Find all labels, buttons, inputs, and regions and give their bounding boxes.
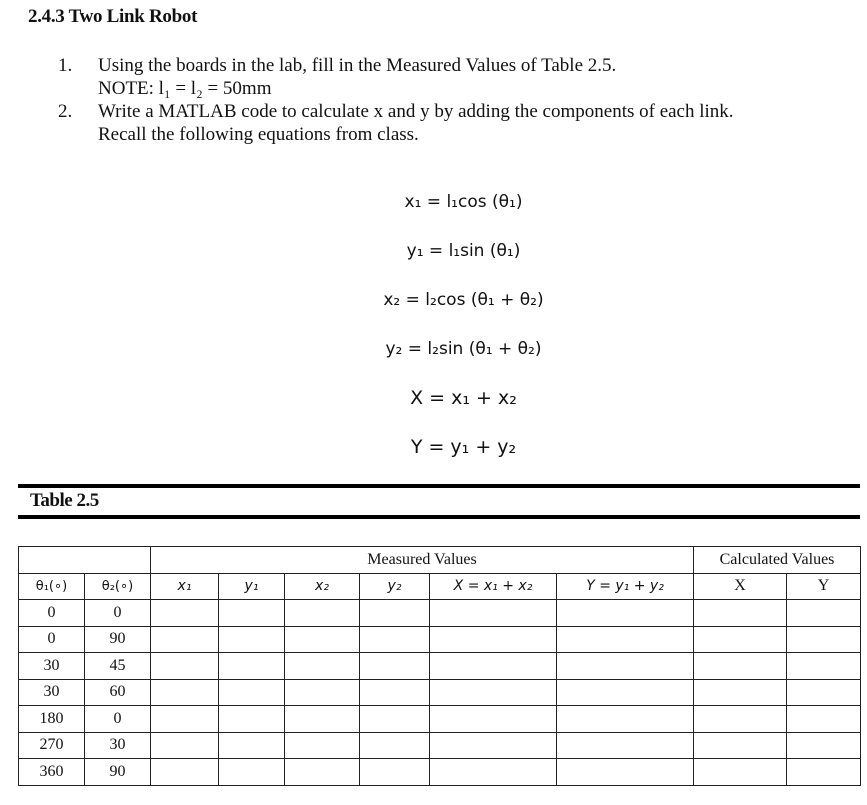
theta2-cell: 60 — [85, 679, 151, 706]
theta1-cell: 30 — [19, 653, 85, 680]
table-row — [19, 679, 861, 706]
column-header-theta2: θ₂(∘) — [85, 573, 151, 600]
empty-value-cell — [694, 759, 787, 786]
instruction-text: Write a MATLAB code to calculate x and y by adding the components of each link. — [98, 101, 734, 122]
empty-value-cell — [151, 679, 219, 706]
table-row — [19, 653, 861, 680]
empty-value-cell — [430, 626, 557, 653]
theta1-cell: 270 — [19, 732, 85, 759]
empty-value-cell — [557, 706, 694, 733]
table-caption: Table 2.5 — [30, 490, 99, 511]
empty-value-cell — [360, 706, 430, 733]
empty-value-cell — [557, 653, 694, 680]
empty-value-cell — [694, 626, 787, 653]
column-header-x2: x₂ — [285, 573, 360, 600]
equations-block — [0, 178, 867, 472]
empty-value-cell — [430, 706, 557, 733]
equation-x2: x₂ = l₂cos (θ₁ + θ₂) — [383, 290, 544, 310]
empty-value-cell — [219, 600, 285, 627]
empty-value-cell — [219, 706, 285, 733]
measured-values-header: Measured Values — [151, 547, 694, 574]
empty-header-cell — [19, 547, 151, 574]
empty-value-cell — [219, 626, 285, 653]
instruction-item — [58, 100, 734, 123]
equation-y1: y₁ = l₁sin (θ₁) — [406, 241, 521, 261]
table-row — [19, 600, 861, 627]
empty-value-cell — [219, 732, 285, 759]
empty-value-cell — [360, 759, 430, 786]
table-row — [19, 759, 861, 786]
empty-value-cell — [151, 600, 219, 627]
caption-top-rule — [18, 484, 860, 488]
instruction-note: NOTE: l₁ = l₂ = 50mm — [98, 78, 272, 99]
empty-value-cell — [557, 759, 694, 786]
empty-value-cell — [430, 759, 557, 786]
empty-value-cell — [285, 653, 360, 680]
column-header-X-sum: X = x₁ + x₂ — [430, 573, 557, 600]
empty-value-cell — [787, 759, 861, 786]
column-header-x1: x₁ — [151, 573, 219, 600]
empty-value-cell — [787, 653, 861, 680]
theta1-cell: 180 — [19, 706, 85, 733]
calculated-values-header: Calculated Values — [694, 547, 861, 574]
empty-value-cell — [557, 626, 694, 653]
theta1-cell: 0 — [19, 600, 85, 627]
empty-value-cell — [430, 600, 557, 627]
theta2-cell: 90 — [85, 626, 151, 653]
empty-value-cell — [787, 626, 861, 653]
table-row — [19, 706, 861, 733]
empty-value-cell — [787, 679, 861, 706]
table-row — [19, 732, 861, 759]
caption-bottom-rule — [18, 515, 860, 519]
theta1-cell: 360 — [19, 759, 85, 786]
empty-value-cell — [151, 759, 219, 786]
empty-value-cell — [219, 759, 285, 786]
theta2-cell: 90 — [85, 759, 151, 786]
table-group-header-row — [19, 547, 861, 574]
empty-value-cell — [430, 679, 557, 706]
column-header-Y-sum: Y = y₁ + y₂ — [557, 573, 694, 600]
empty-value-cell — [360, 653, 430, 680]
empty-value-cell — [151, 626, 219, 653]
empty-value-cell — [285, 732, 360, 759]
theta1-cell: 30 — [19, 679, 85, 706]
empty-value-cell — [285, 759, 360, 786]
equation-x1: x₁ = l₁cos (θ₁) — [404, 192, 523, 212]
empty-value-cell — [787, 600, 861, 627]
empty-value-cell — [151, 653, 219, 680]
instruction-item — [58, 54, 734, 77]
empty-value-cell — [285, 626, 360, 653]
empty-value-cell — [694, 732, 787, 759]
instruction-number: 2. — [58, 101, 73, 122]
column-header-y2: y₂ — [360, 573, 430, 600]
table-row — [19, 626, 861, 653]
equation-X: X = x₁ + x₂ — [410, 387, 517, 409]
instruction-continuation: Recall the following equations from class. — [98, 124, 419, 145]
empty-value-cell — [360, 626, 430, 653]
empty-value-cell — [787, 732, 861, 759]
equation-y2: y₂ = l₂sin (θ₁ + θ₂) — [385, 339, 542, 359]
instruction-text: Using the boards in the lab, fill in the Measured Values of Table 2.5. — [98, 55, 617, 76]
instructions-list — [58, 54, 734, 146]
column-header-theta1: θ₁(∘) — [19, 573, 85, 600]
empty-value-cell — [557, 600, 694, 627]
theta2-cell: 45 — [85, 653, 151, 680]
instruction-number: 1. — [58, 55, 73, 76]
empty-value-cell — [285, 600, 360, 627]
empty-value-cell — [557, 679, 694, 706]
section-heading: 2.4.3 Two Link Robot — [28, 6, 198, 27]
empty-value-cell — [360, 679, 430, 706]
empty-value-cell — [694, 706, 787, 733]
table-column-header-row — [19, 573, 861, 600]
empty-value-cell — [219, 653, 285, 680]
empty-value-cell — [360, 732, 430, 759]
equation-Y: Y = y₁ + y₂ — [410, 436, 517, 458]
table-body — [19, 600, 861, 786]
empty-value-cell — [694, 600, 787, 627]
empty-value-cell — [285, 706, 360, 733]
empty-value-cell — [787, 706, 861, 733]
empty-value-cell — [430, 653, 557, 680]
empty-value-cell — [151, 706, 219, 733]
column-header-X-calc: X — [694, 573, 787, 600]
column-header-Y-calc: Y — [787, 573, 861, 600]
theta2-cell: 0 — [85, 706, 151, 733]
empty-value-cell — [694, 679, 787, 706]
measurement-table — [18, 546, 861, 786]
theta2-cell: 30 — [85, 732, 151, 759]
empty-value-cell — [219, 679, 285, 706]
theta1-cell: 0 — [19, 626, 85, 653]
empty-value-cell — [360, 600, 430, 627]
empty-value-cell — [694, 653, 787, 680]
theta2-cell: 0 — [85, 600, 151, 627]
empty-value-cell — [557, 732, 694, 759]
column-header-y1: y₁ — [219, 573, 285, 600]
empty-value-cell — [285, 679, 360, 706]
empty-value-cell — [151, 732, 219, 759]
empty-value-cell — [430, 732, 557, 759]
